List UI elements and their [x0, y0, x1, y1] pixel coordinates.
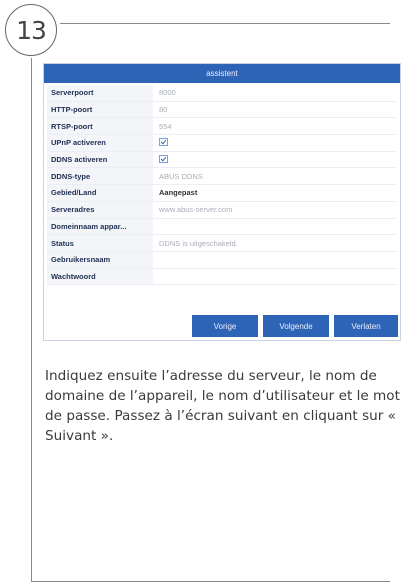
setting-row [47, 235, 397, 252]
setting-row [47, 219, 397, 236]
frame-bottom-line [31, 581, 390, 582]
setting-label: UPnP activeren [47, 135, 153, 151]
setting-label: HTTP-poort [47, 102, 153, 118]
dialog-title: assistent [44, 64, 400, 83]
setting-value[interactable]: 8000 [159, 88, 176, 98]
setting-value[interactable]: 80 [159, 105, 168, 115]
setting-row [47, 168, 397, 185]
setting-label: Serverpoort [47, 85, 153, 101]
settings-list [47, 85, 397, 285]
setting-label: DDNS-type [47, 168, 153, 184]
setting-label: Wachtwoord [47, 269, 153, 285]
setting-row [47, 185, 397, 202]
setting-value[interactable]: DDNS is uitgeschakeld. [159, 238, 238, 248]
checkmark-icon [159, 138, 168, 146]
assistant-dialog [43, 63, 401, 341]
frame-left-line [31, 58, 32, 582]
setting-row [47, 102, 397, 119]
setting-checkbox[interactable] [153, 155, 168, 165]
setting-row [47, 269, 397, 286]
previous-button[interactable]: Vorige [192, 315, 258, 337]
setting-label: Gebruikersnaam [47, 252, 153, 268]
instruction-caption: Indiquez ensuite l’adresse du serveur, le nom de domaine de l’appareil, le nom d’utilisateur et le mot de passe. Passez à l’écran suivant en cliquant sur « Suivant ». [45, 368, 400, 444]
setting-row [47, 152, 397, 169]
setting-label: Serveradres [47, 202, 153, 218]
setting-value[interactable]: 554 [159, 121, 172, 131]
setting-label: DDNS activeren [47, 152, 153, 168]
step-number-badge: 13 [5, 4, 57, 56]
next-button[interactable]: Volgende [263, 315, 329, 337]
setting-label: RTSP-poort [47, 118, 153, 134]
setting-value[interactable]: Aangepast [159, 188, 198, 198]
setting-row [47, 252, 397, 269]
setting-row [47, 202, 397, 219]
setting-label: Gebied/Land [47, 185, 153, 201]
setting-row [47, 85, 397, 102]
checkmark-icon [159, 155, 168, 163]
setting-value[interactable]: www.abus-server.com [159, 205, 233, 215]
setting-row [47, 135, 397, 152]
exit-button[interactable]: Verlaten [334, 315, 398, 337]
setting-value[interactable]: ABUS DDNS [159, 171, 203, 181]
setting-checkbox[interactable] [153, 138, 168, 148]
setting-label: Status [47, 235, 153, 251]
setting-row [47, 118, 397, 135]
frame-top-line [60, 23, 390, 24]
setting-label: Domeinnaam appar... [47, 219, 153, 235]
